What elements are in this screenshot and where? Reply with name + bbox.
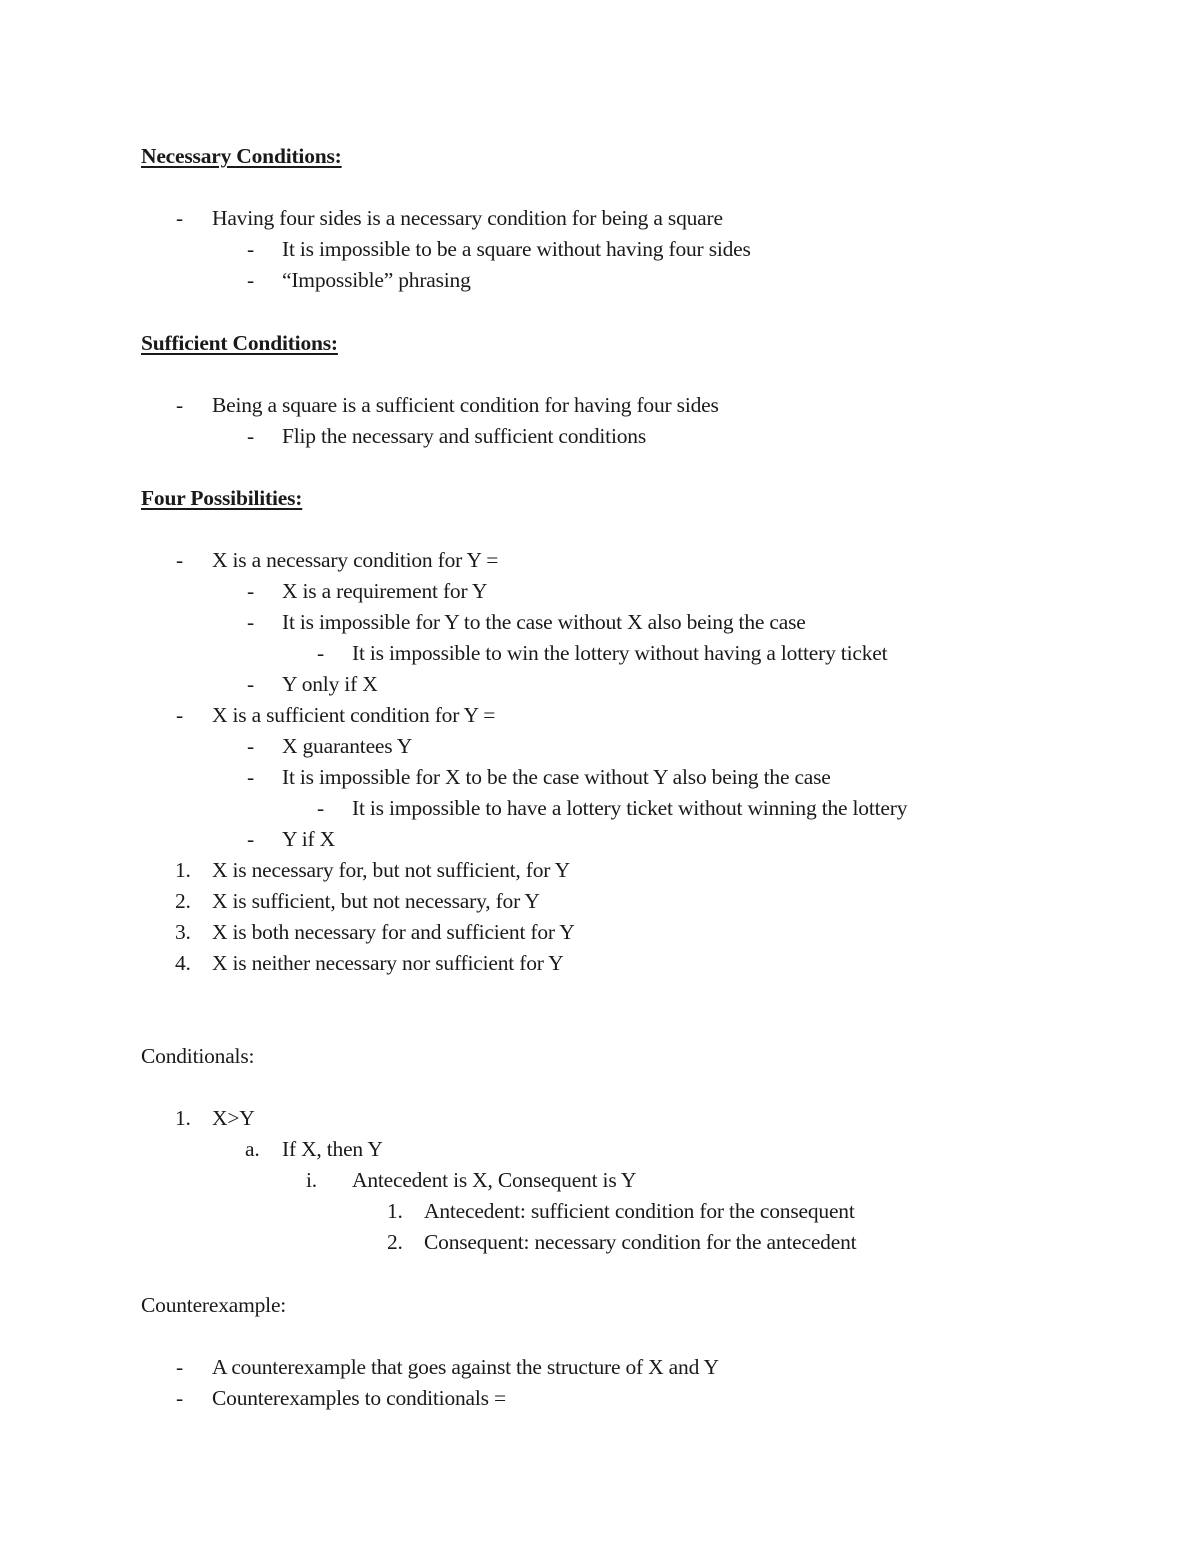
list-number: 2. <box>175 889 191 913</box>
list-item-text: Y if X <box>282 827 335 851</box>
list-item-text: It is impossible to win the lottery without having a lottery ticket <box>352 641 888 665</box>
section-title: Sufficient Conditions: <box>141 331 338 355</box>
list-item-text: Counterexamples to conditionals = <box>212 1386 506 1410</box>
bullet-dash: - <box>247 424 254 448</box>
bullet-dash: - <box>176 206 183 230</box>
bullet-dash: - <box>247 579 254 603</box>
list-number: 1. <box>387 1199 403 1223</box>
section-title: Necessary Conditions: <box>141 144 342 168</box>
list-number: 3. <box>175 920 191 944</box>
list-item-text: X>Y <box>212 1106 255 1130</box>
list-number: 1. <box>175 1106 191 1130</box>
list-item-text: Being a square is a sufficient condition for having four sides <box>212 393 719 417</box>
list-letter: a. <box>245 1137 260 1161</box>
list-number: 1. <box>175 858 191 882</box>
section-title: Four Possibilities: <box>141 486 303 510</box>
list-item-text: It is impossible to have a lottery ticket without winning the lottery <box>352 796 908 820</box>
list-item-text: Flip the necessary and sufficient conditions <box>282 424 646 448</box>
bullet-dash: - <box>176 393 183 417</box>
bullet-dash: - <box>317 641 324 665</box>
bullet-dash: - <box>176 548 183 572</box>
bullet-dash: - <box>247 610 254 634</box>
list-item-text: X is a necessary condition for Y = <box>212 548 499 572</box>
list-item-text: Antecedent is X, Consequent is Y <box>352 1168 637 1192</box>
list-item-text: X is necessary for, but not sufficient, for Y <box>212 858 570 882</box>
list-item-text: It is impossible for Y to the case without X also being the case <box>282 610 806 634</box>
list-item-text: X guarantees Y <box>282 734 413 758</box>
list-item-text: Consequent: necessary condition for the antecedent <box>424 1230 857 1254</box>
list-item-text: X is a sufficient condition for Y = <box>212 703 496 727</box>
list-roman-numeral: i. <box>306 1168 317 1192</box>
list-number: 4. <box>175 951 191 975</box>
bullet-dash: - <box>247 672 254 696</box>
section-title: Counterexample: <box>141 1293 287 1317</box>
list-item-text: A counterexample that goes against the structure of X and Y <box>212 1355 719 1379</box>
list-item-text: X is both necessary for and sufficient for Y <box>212 920 575 944</box>
bullet-dash: - <box>176 1355 183 1379</box>
bullet-dash: - <box>247 765 254 789</box>
bullet-dash: - <box>247 827 254 851</box>
section-title: Conditionals: <box>141 1044 255 1068</box>
list-item-text: Antecedent: sufficient condition for the consequent <box>424 1199 855 1223</box>
list-item-text: X is sufficient, but not necessary, for Y <box>212 889 540 913</box>
bullet-dash: - <box>176 1386 183 1410</box>
bullet-dash: - <box>317 796 324 820</box>
list-item-text: X is a requirement for Y <box>282 579 488 603</box>
bullet-dash: - <box>247 237 254 261</box>
list-item-text: Y only if X <box>282 672 378 696</box>
list-item-text: “Impossible” phrasing <box>282 268 471 292</box>
bullet-dash: - <box>247 734 254 758</box>
list-item-text: It is impossible to be a square without having four sides <box>282 237 751 261</box>
list-item-text: X is neither necessary nor sufficient for Y <box>212 951 564 975</box>
bullet-dash: - <box>247 268 254 292</box>
list-item-text: It is impossible for X to be the case without Y also being the case <box>282 765 831 789</box>
list-item-text: Having four sides is a necessary condition for being a square <box>212 206 723 230</box>
list-number: 2. <box>387 1230 403 1254</box>
bullet-dash: - <box>176 703 183 727</box>
list-item-text: If X, then Y <box>282 1137 383 1161</box>
